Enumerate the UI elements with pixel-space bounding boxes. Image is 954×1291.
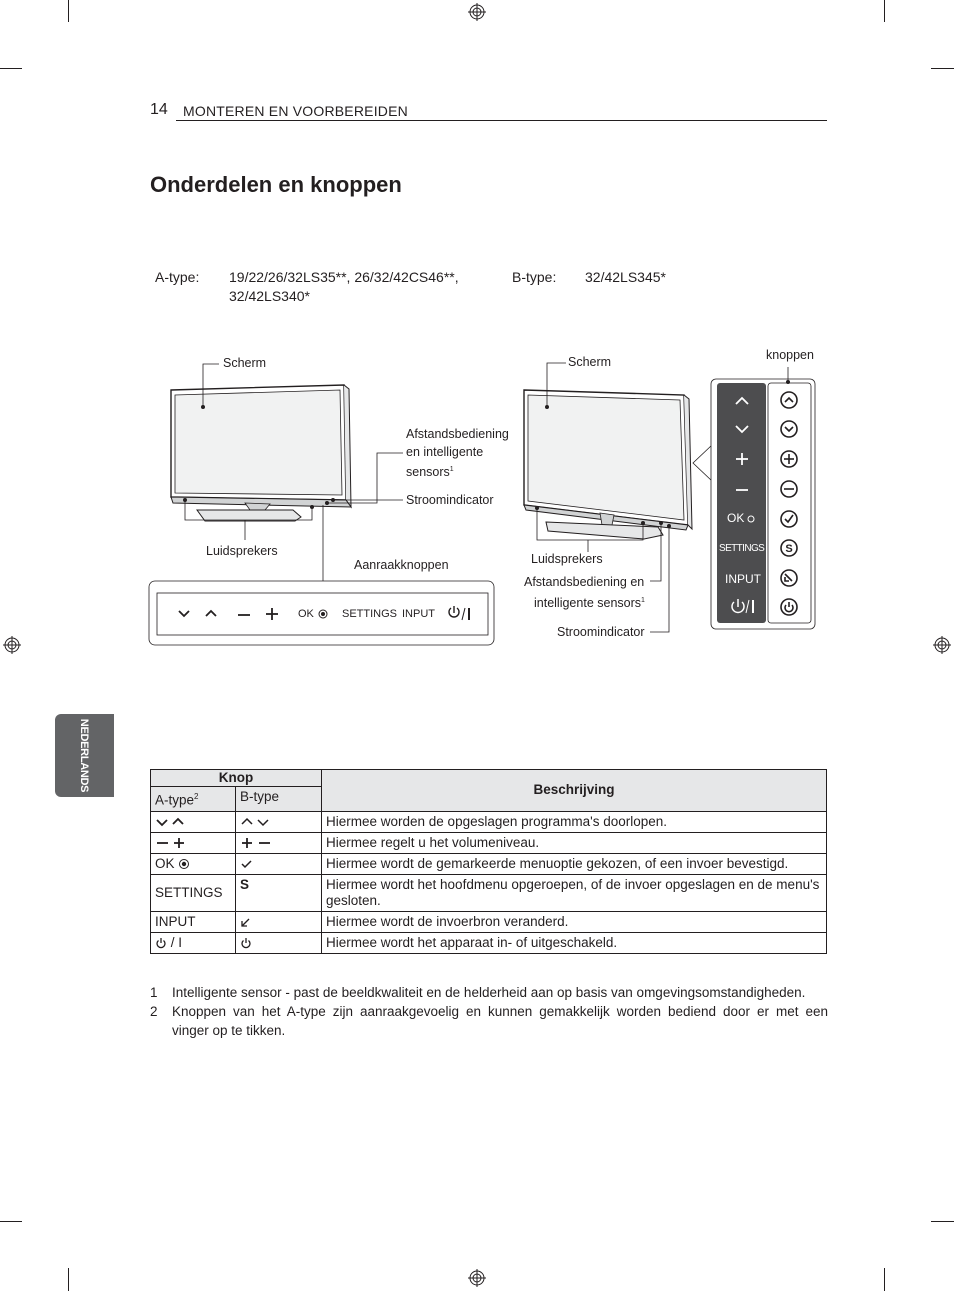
b-type-label: B-type:	[512, 269, 557, 285]
footnote-1-text: Intelligente sensor - past de beeldkwaliteit en de helderheid aan op basis van omgevingsomstandigheden.	[172, 985, 806, 1000]
b-panel-input-label: INPUT	[725, 572, 761, 586]
crop-mark	[0, 68, 22, 69]
power-icon	[155, 937, 167, 949]
crop-mark	[931, 68, 954, 69]
a-type-label: A-type:	[155, 269, 200, 285]
row4-b-type: S	[236, 874, 322, 911]
language-tab-label: NEDERLANDS	[78, 718, 91, 793]
a-strip-settings-label: SETTINGS	[342, 608, 398, 620]
crop-mark	[884, 0, 885, 22]
chevron-up-icon	[240, 817, 254, 827]
footnote-2-number: 2	[150, 1004, 158, 1019]
header-divider	[176, 120, 827, 121]
row3-b-type	[236, 853, 322, 874]
crop-mark	[931, 1221, 954, 1222]
chevron-down-icon	[254, 817, 270, 827]
plus-icon	[171, 837, 187, 849]
b-panel-ok-label: OK	[727, 511, 745, 525]
row3-description: Hiermee wordt de gemarkeerde menuoptie gekozen, of een invoer bevestigd.	[322, 853, 827, 874]
a-type-models-line2: 32/42LS340*	[229, 288, 310, 304]
power-slash-text: / I	[167, 934, 183, 950]
registration-mark-icon	[468, 1269, 486, 1287]
input-arrow-icon	[240, 916, 252, 928]
table-row	[151, 811, 827, 832]
table-row	[151, 853, 827, 874]
footnote-2-text-line1: Knoppen van het A-type zijn aanraakgevoelig en kunnen gemakkelijk worden bediend door er met een	[172, 1004, 828, 1019]
chevron-down-icon	[155, 817, 169, 827]
row5-b-type	[236, 911, 322, 932]
footnote-1-number: 1	[150, 985, 158, 1000]
header-knop: Knop	[151, 770, 322, 787]
section-title: MONTEREN EN VOORBEREIDEN	[183, 103, 408, 119]
a-type-models-line1: 19/22/26/32LS35**, 26/32/42CS46**,	[229, 269, 459, 285]
chevron-up-icon	[169, 817, 185, 827]
header-b-type: B-type	[236, 787, 322, 812]
row1-description: Hiermee worden de opgeslagen programma's doorlopen.	[322, 811, 827, 832]
row2-a-type	[151, 832, 236, 853]
header-a-type: A-type$^2$	[151, 787, 236, 812]
row1-a-type	[151, 811, 236, 832]
crop-mark	[0, 1221, 22, 1222]
b-screen-label: Scherm	[568, 355, 612, 369]
ok-dot-icon	[178, 858, 190, 870]
b-speakers-label: Luidsprekers	[531, 552, 603, 566]
table-row	[151, 911, 827, 932]
b-sensor-label-line2: intelligente sensors$^1$	[534, 596, 645, 611]
check-icon	[240, 858, 254, 870]
b-sensor-label-line1: Afstandsbediening en	[524, 575, 645, 589]
a-touch-buttons-label: Aanraakknoppen	[354, 558, 449, 572]
crop-mark	[68, 0, 69, 22]
svg-text:S: S	[785, 543, 793, 555]
minus-icon	[256, 837, 272, 849]
a-sensor-label-line1: Afstandsbediening	[406, 427, 509, 441]
b-type-models: 32/42LS345*	[585, 269, 666, 285]
table-row	[151, 874, 827, 911]
plus-icon	[240, 837, 256, 849]
ok-text: OK	[155, 855, 175, 871]
b-power-indicator-label: Stroomindicator	[557, 625, 645, 639]
row2-b-type	[236, 832, 322, 853]
page-title: Onderdelen en knoppen	[150, 172, 402, 197]
button-table	[150, 769, 827, 954]
row3-a-type	[151, 853, 236, 874]
table-row	[151, 932, 827, 953]
b-buttons-label: knoppen	[766, 348, 814, 362]
a-screen-label: Scherm	[223, 356, 267, 370]
table-header-row	[151, 770, 827, 787]
row5-description: Hiermee wordt de invoerbron veranderd.	[322, 911, 827, 932]
row4-a-type: SETTINGS	[151, 874, 236, 911]
registration-mark-icon	[933, 636, 951, 654]
row6-a-type	[151, 932, 236, 953]
row6-b-type	[236, 932, 322, 953]
a-strip-input-label: INPUT	[402, 608, 435, 620]
row2-description: Hiermee regelt u het volumeniveau.	[322, 832, 827, 853]
row4-description: Hiermee wordt het hoofdmenu opgeroepen, of de invoer opgeslagen en de menu's gesloten.	[322, 874, 827, 911]
registration-mark-icon	[468, 3, 486, 21]
crop-mark	[68, 1268, 69, 1291]
registration-mark-icon	[3, 636, 21, 654]
row5-a-type: INPUT	[151, 911, 236, 932]
table-row	[151, 832, 827, 853]
minus-icon	[155, 837, 171, 849]
a-speakers-label: Luidsprekers	[206, 544, 278, 558]
a-sensor-label-line3: sensors$^1$	[406, 465, 454, 480]
crop-mark	[884, 1268, 885, 1291]
page-number: 14	[150, 101, 168, 118]
a-strip-ok-label: OK	[298, 608, 314, 620]
b-panel-settings-label: SETTINGS	[719, 543, 765, 554]
a-sensor-label-line2: en intelligente	[406, 445, 484, 459]
a-power-indicator-label: Stroomindicator	[406, 493, 494, 507]
row6-description: Hiermee wordt het apparaat in- of uitgeschakeld.	[322, 932, 827, 953]
language-tab	[55, 714, 114, 797]
header-beschrijving: Beschrijving	[322, 770, 827, 812]
row1-b-type	[236, 811, 322, 832]
footnote-2-text-line2: vinger op te tikken.	[172, 1023, 286, 1038]
power-icon	[240, 937, 252, 949]
